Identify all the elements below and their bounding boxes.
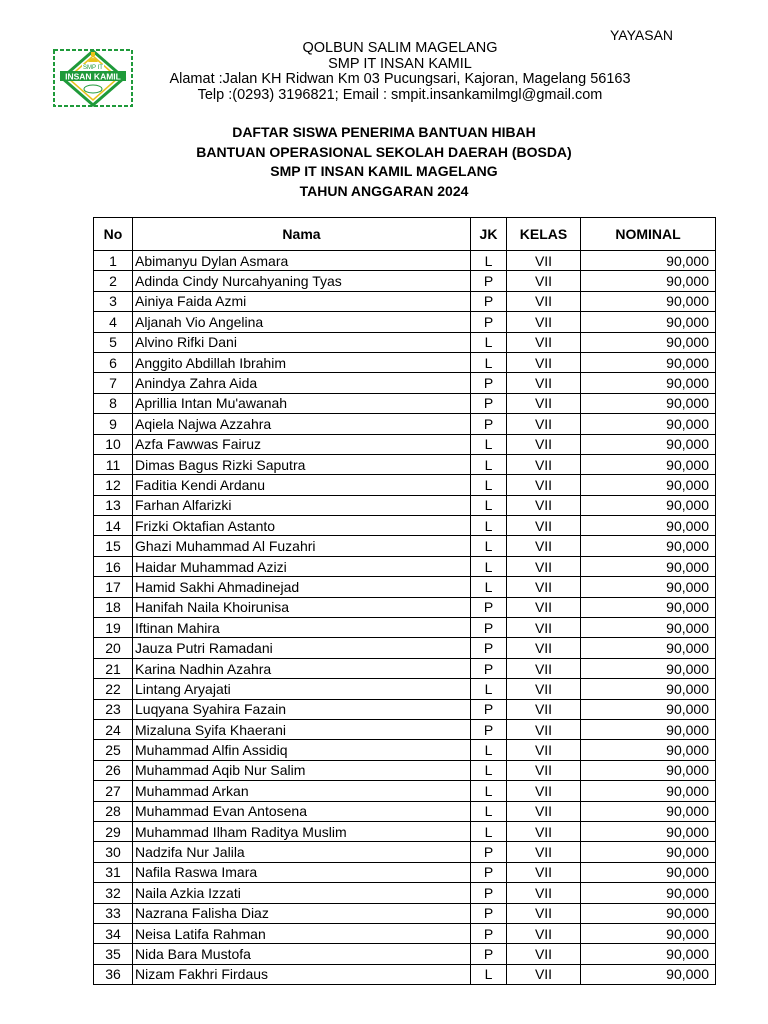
cell-no: 25 (94, 740, 133, 760)
cell-jk: L (471, 781, 507, 801)
yayasan-label: YAYASAN (610, 27, 674, 43)
table-row (94, 414, 716, 434)
cell-nominal: 90,000 (581, 618, 716, 638)
cell-nama: Jauza Putri Ramadani (133, 638, 471, 658)
cell-nama: Muhammad Alfin Assidiq (133, 740, 471, 760)
cell-jk: L (471, 251, 507, 271)
cell-nominal: 90,000 (581, 393, 716, 413)
cell-nama: Muhammad Aqib Nur Salim (133, 760, 471, 780)
cell-nominal: 90,000 (581, 781, 716, 801)
cell-nominal: 90,000 (581, 597, 716, 617)
cell-jk: L (471, 434, 507, 454)
cell-no: 17 (94, 577, 133, 597)
table-row (94, 638, 716, 658)
cell-nominal: 90,000 (581, 760, 716, 780)
cell-jk: P (471, 291, 507, 311)
cell-nominal: 90,000 (581, 699, 716, 719)
school-contact: Telp :(0293) 3196821; Email : smpit.insankamilmgl@gmail.com (197, 86, 603, 103)
cell-nominal: 90,000 (581, 332, 716, 352)
cell-no: 28 (94, 801, 133, 821)
table-row (94, 964, 716, 984)
cell-nominal: 90,000 (581, 903, 716, 923)
cell-jk: P (471, 862, 507, 882)
cell-nama: Farhan Alfarizki (133, 495, 471, 515)
table-row (94, 903, 716, 923)
cell-no: 29 (94, 821, 133, 841)
cell-no: 4 (94, 312, 133, 332)
svg-text:INSAN KAMIL: INSAN KAMIL (65, 71, 121, 82)
header-no: No (94, 218, 133, 251)
cell-no: 22 (94, 679, 133, 699)
cell-no: 5 (94, 332, 133, 352)
cell-nominal: 90,000 (581, 556, 716, 576)
table-row (94, 556, 716, 576)
cell-no: 7 (94, 373, 133, 393)
cell-no: 36 (94, 964, 133, 984)
cell-jk: P (471, 271, 507, 291)
cell-kelas: VII (507, 495, 581, 515)
cell-nominal: 90,000 (581, 658, 716, 678)
cell-nominal: 90,000 (581, 251, 716, 271)
cell-nama: Lintang Aryajati (133, 679, 471, 699)
table-row (94, 291, 716, 311)
cell-nama: Aljanah Vio Angelina (133, 312, 471, 332)
cell-nama: Aqiela Najwa Azzahra (133, 414, 471, 434)
cell-jk: L (471, 352, 507, 372)
table-row (94, 577, 716, 597)
cell-nominal: 90,000 (581, 312, 716, 332)
cell-jk: P (471, 944, 507, 964)
cell-nominal: 90,000 (581, 883, 716, 903)
title-line-2: BANTUAN OPERASIONAL SEKOLAH DAERAH (BOSDA) (196, 143, 572, 160)
cell-nominal: 90,000 (581, 373, 716, 393)
cell-nominal: 90,000 (581, 679, 716, 699)
cell-jk: P (471, 638, 507, 658)
cell-no: 27 (94, 781, 133, 801)
cell-nominal: 90,000 (581, 536, 716, 556)
header-kelas: KELAS (507, 218, 581, 251)
table-row (94, 332, 716, 352)
cell-kelas: VII (507, 475, 581, 495)
cell-no: 31 (94, 862, 133, 882)
cell-kelas: VII (507, 414, 581, 434)
table-row (94, 618, 716, 638)
title-line-1: DAFTAR SISWA PENERIMA BANTUAN HIBAH (232, 124, 536, 140)
table-row (94, 760, 716, 780)
table-row (94, 454, 716, 474)
cell-nama: Naila Azkia Izzati (133, 883, 471, 903)
school-logo (52, 48, 134, 108)
student-table (93, 217, 716, 985)
table-row (94, 251, 716, 271)
cell-nama: Faditia Kendi Ardanu (133, 475, 471, 495)
school-address: Alamat :Jalan KH Ridwan Km 03 Pucungsari, Kajoran, Magelang 56163 (169, 71, 631, 87)
cell-nama: Muhammad Evan Antosena (133, 801, 471, 821)
table-row (94, 923, 716, 943)
cell-nama: Hamid Sakhi Ahmadinejad (133, 577, 471, 597)
cell-kelas: VII (507, 862, 581, 882)
cell-nama: Ainiya Faida Azmi (133, 291, 471, 311)
cell-jk: P (471, 719, 507, 739)
cell-no: 32 (94, 883, 133, 903)
cell-kelas: VII (507, 291, 581, 311)
cell-no: 33 (94, 903, 133, 923)
cell-no: 2 (94, 271, 133, 291)
cell-jk: L (471, 964, 507, 984)
cell-nama: Anindya Zahra Aida (133, 373, 471, 393)
cell-nominal: 90,000 (581, 475, 716, 495)
cell-kelas: VII (507, 556, 581, 576)
cell-jk: P (471, 923, 507, 943)
header-nominal: NOMINAL (581, 218, 716, 251)
cell-nominal: 90,000 (581, 577, 716, 597)
table-row (94, 373, 716, 393)
cell-jk: P (471, 699, 507, 719)
cell-nama: Alvino Rifki Dani (133, 332, 471, 352)
cell-nama: Nida Bara Mustofa (133, 944, 471, 964)
cell-nama: Hanifah Naila Khoirunisa (133, 597, 471, 617)
cell-no: 8 (94, 393, 133, 413)
cell-kelas: VII (507, 781, 581, 801)
table-row (94, 801, 716, 821)
cell-kelas: VII (507, 638, 581, 658)
cell-nama: Dimas Bagus Rizki Saputra (133, 454, 471, 474)
table-row (94, 352, 716, 372)
cell-no: 11 (94, 454, 133, 474)
cell-nominal: 90,000 (581, 821, 716, 841)
table-row (94, 271, 716, 291)
cell-kelas: VII (507, 883, 581, 903)
table-row (94, 944, 716, 964)
cell-kelas: VII (507, 842, 581, 862)
table-row (94, 679, 716, 699)
table-row (94, 658, 716, 678)
cell-jk: L (471, 577, 507, 597)
cell-jk: L (471, 821, 507, 841)
cell-jk: P (471, 658, 507, 678)
table-row (94, 434, 716, 454)
cell-no: 20 (94, 638, 133, 658)
cell-no: 19 (94, 618, 133, 638)
table-row (94, 842, 716, 862)
cell-kelas: VII (507, 251, 581, 271)
cell-nama: Anggito Abdillah Ibrahim (133, 352, 471, 372)
cell-nominal: 90,000 (581, 944, 716, 964)
cell-jk: P (471, 393, 507, 413)
cell-jk: L (471, 801, 507, 821)
cell-kelas: VII (507, 271, 581, 291)
cell-kelas: VII (507, 516, 581, 536)
cell-nama: Aprillia Intan Mu'awanah (133, 393, 471, 413)
cell-nominal: 90,000 (581, 495, 716, 515)
cell-nama: Abimanyu Dylan Asmara (133, 251, 471, 271)
document-title (0, 123, 768, 201)
cell-kelas: VII (507, 373, 581, 393)
school-name: SMP IT INSAN KAMIL (328, 55, 472, 72)
cell-jk: L (471, 679, 507, 699)
table-row (94, 883, 716, 903)
svg-text:SMP IT: SMP IT (83, 65, 103, 71)
cell-jk: P (471, 618, 507, 638)
cell-nominal: 90,000 (581, 271, 716, 291)
header-jk: JK (471, 218, 507, 251)
cell-nama: Adinda Cindy Nurcahyaning Tyas (133, 271, 471, 291)
cell-nominal: 90,000 (581, 454, 716, 474)
cell-jk: P (471, 842, 507, 862)
cell-kelas: VII (507, 454, 581, 474)
cell-jk: L (471, 556, 507, 576)
cell-nominal: 90,000 (581, 842, 716, 862)
cell-nominal: 90,000 (581, 434, 716, 454)
table-row (94, 719, 716, 739)
cell-kelas: VII (507, 658, 581, 678)
cell-no: 9 (94, 414, 133, 434)
cell-jk: L (471, 740, 507, 760)
table-row (94, 536, 716, 556)
cell-nominal: 90,000 (581, 352, 716, 372)
table-row (94, 740, 716, 760)
cell-nominal: 90,000 (581, 638, 716, 658)
cell-jk: P (471, 414, 507, 434)
cell-kelas: VII (507, 699, 581, 719)
cell-kelas: VII (507, 393, 581, 413)
cell-nominal: 90,000 (581, 740, 716, 760)
cell-no: 1 (94, 251, 133, 271)
table-row (94, 516, 716, 536)
cell-kelas: VII (507, 352, 581, 372)
cell-jk: P (471, 883, 507, 903)
table-row (94, 597, 716, 617)
cell-nominal: 90,000 (581, 964, 716, 984)
cell-kelas: VII (507, 618, 581, 638)
cell-no: 21 (94, 658, 133, 678)
cell-kelas: VII (507, 312, 581, 332)
cell-nama: Nafila Raswa Imara (133, 862, 471, 882)
cell-kelas: VII (507, 679, 581, 699)
cell-nama: Mizaluna Syifa Khaerani (133, 719, 471, 739)
cell-jk: L (471, 454, 507, 474)
cell-kelas: VII (507, 577, 581, 597)
cell-no: 18 (94, 597, 133, 617)
letterhead (140, 41, 660, 103)
cell-no: 12 (94, 475, 133, 495)
cell-jk: P (471, 903, 507, 923)
table-row (94, 495, 716, 515)
cell-kelas: VII (507, 332, 581, 352)
table-row (94, 781, 716, 801)
cell-no: 3 (94, 291, 133, 311)
cell-kelas: VII (507, 536, 581, 556)
cell-nama: Nazrana Falisha Diaz (133, 903, 471, 923)
cell-nominal: 90,000 (581, 801, 716, 821)
cell-no: 15 (94, 536, 133, 556)
table-row (94, 393, 716, 413)
cell-nominal: 90,000 (581, 414, 716, 434)
cell-jk: L (471, 516, 507, 536)
cell-no: 34 (94, 923, 133, 943)
table-row (94, 475, 716, 495)
cell-nama: Haidar Muhammad Azizi (133, 556, 471, 576)
cell-nama: Luqyana Syahira Fazain (133, 699, 471, 719)
cell-no: 10 (94, 434, 133, 454)
cell-jk: L (471, 536, 507, 556)
cell-no: 14 (94, 516, 133, 536)
cell-no: 16 (94, 556, 133, 576)
cell-no: 30 (94, 842, 133, 862)
cell-nama: Iftinan Mahira (133, 618, 471, 638)
cell-jk: L (471, 475, 507, 495)
cell-kelas: VII (507, 434, 581, 454)
cell-kelas: VII (507, 964, 581, 984)
cell-nama: Frizki Oktafian Astanto (133, 516, 471, 536)
header-nama: Nama (133, 218, 471, 251)
cell-nama: Muhammad Arkan (133, 781, 471, 801)
cell-kelas: VII (507, 923, 581, 943)
cell-jk: L (471, 495, 507, 515)
cell-nominal: 90,000 (581, 862, 716, 882)
org-name: QOLBUN SALIM MAGELANG (302, 40, 498, 56)
cell-jk: P (471, 312, 507, 332)
table-header-row (94, 218, 716, 251)
cell-nama: Karina Nadhin Azahra (133, 658, 471, 678)
cell-kelas: VII (507, 801, 581, 821)
cell-nama: Neisa Latifa Rahman (133, 923, 471, 943)
cell-nama: Azfa Fawwas Fairuz (133, 434, 471, 454)
cell-no: 13 (94, 495, 133, 515)
cell-jk: P (471, 597, 507, 617)
table-row (94, 821, 716, 841)
cell-nama: Nizam Fakhri Firdaus (133, 964, 471, 984)
table-row (94, 699, 716, 719)
cell-no: 26 (94, 760, 133, 780)
cell-jk: L (471, 760, 507, 780)
cell-nominal: 90,000 (581, 291, 716, 311)
cell-nama: Nadzifa Nur Jalila (133, 842, 471, 862)
table-row (94, 862, 716, 882)
cell-kelas: VII (507, 760, 581, 780)
cell-jk: P (471, 373, 507, 393)
cell-kelas: VII (507, 821, 581, 841)
cell-no: 24 (94, 719, 133, 739)
cell-no: 6 (94, 352, 133, 372)
cell-kelas: VII (507, 597, 581, 617)
cell-nama: Muhammad Ilham Raditya Muslim (133, 821, 471, 841)
cell-nominal: 90,000 (581, 923, 716, 943)
cell-kelas: VII (507, 944, 581, 964)
cell-nominal: 90,000 (581, 719, 716, 739)
cell-no: 35 (94, 944, 133, 964)
cell-nominal: 90,000 (581, 516, 716, 536)
cell-kelas: VII (507, 719, 581, 739)
title-line-3: SMP IT INSAN KAMIL MAGELANG (270, 163, 498, 179)
cell-nama: Ghazi Muhammad Al Fuzahri (133, 536, 471, 556)
cell-no: 23 (94, 699, 133, 719)
cell-jk: L (471, 332, 507, 352)
cell-kelas: VII (507, 740, 581, 760)
title-line-4: TAHUN ANGGARAN 2024 (299, 182, 469, 199)
cell-kelas: VII (507, 903, 581, 923)
table-row (94, 312, 716, 332)
